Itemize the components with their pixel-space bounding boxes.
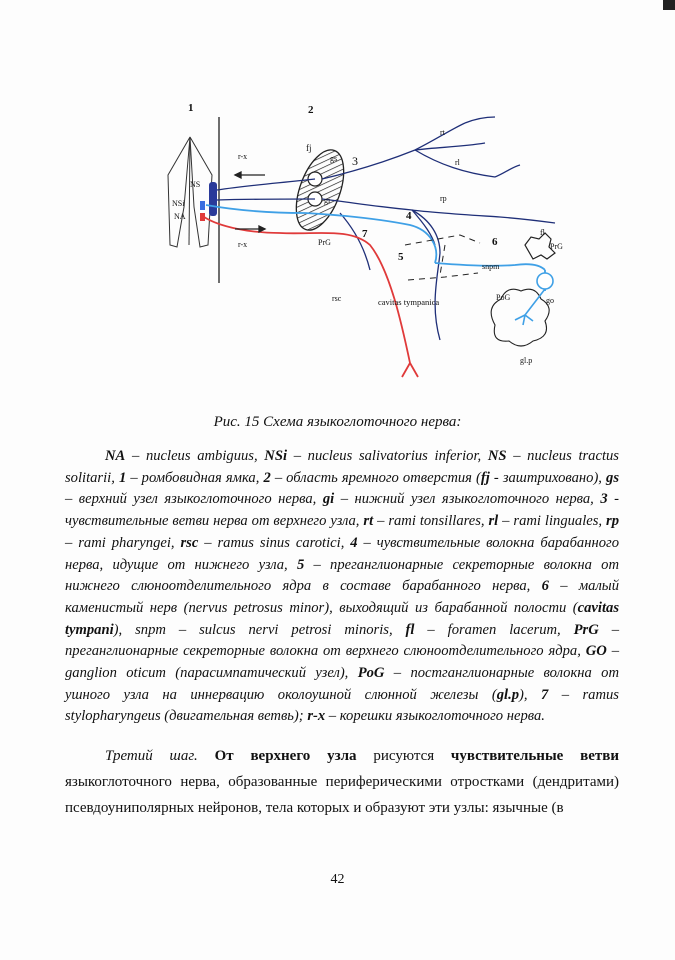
label-fl: fl: [540, 228, 545, 237]
legend-run: rsc: [180, 534, 199, 551]
legend-run: PrG: [573, 621, 599, 638]
legend-run: cavitas tympani: [65, 599, 619, 638]
legend-run: – ромбовидная ямка,: [126, 469, 264, 486]
legend-run: 1: [118, 469, 127, 486]
label-rsc: rsc: [332, 294, 342, 303]
legend-run: – nucleus ambiguus,: [125, 448, 265, 464]
tympanic-cavity-outline: [405, 235, 480, 280]
body-run: рисуются: [356, 748, 451, 764]
label-gi: gi: [324, 196, 331, 205]
label-prg-right: PrG: [550, 242, 563, 251]
rhomboid-fossa: [168, 137, 212, 247]
legend-run: rp: [606, 513, 619, 530]
label-glp: gl.p: [520, 356, 533, 365]
legend-run: r-x: [307, 708, 326, 725]
legend-run: fl: [405, 621, 415, 638]
body-run: языкоглоточного нерва, образованные периферическими отростками (дендритами) псевдоуниполярных нейронов, тела которых и образуют эти узлы: язычные (в: [65, 774, 619, 816]
body-run: [198, 748, 215, 764]
body-paragraph: [65, 743, 619, 821]
label-prg-left: PrG: [318, 238, 331, 247]
label-rx-top: r-x: [238, 152, 248, 161]
legend-run: – nucleus tractus solitarii,: [65, 448, 619, 486]
legend-run: – нижний узел языкоглоточного нерва,: [334, 491, 601, 508]
legend-run: – корешки языкоглоточного нерва.: [325, 708, 545, 725]
legend-run: – чувствительные волокна барабанного нерва, идущие от нижнего узла,: [65, 534, 619, 573]
label-nsi: NSi: [172, 199, 185, 208]
legend-run: GO: [585, 643, 607, 660]
legend-run: ), snpm – sulcus nervi petrosi minoris,: [113, 621, 406, 638]
legend-run: gi: [322, 491, 335, 508]
legend-run: 5: [296, 556, 305, 573]
secretory-fibers: [206, 205, 545, 291]
legend-run: – ganglion oticum (парасимпатический узел),: [65, 643, 619, 682]
legend-run: ),: [519, 686, 541, 703]
legend-run: – ramus sinus carotici,: [198, 534, 351, 551]
legend-run: rl: [488, 513, 499, 530]
label-3: 3: [352, 154, 358, 168]
root-arrows: [235, 172, 265, 232]
label-pog: PoG: [496, 293, 511, 302]
legend-run: – преганглионарные секреторные волокна от верхнего слюноотделительного ядра,: [65, 621, 619, 660]
page-number: 42: [330, 872, 345, 887]
legend-run: 7: [540, 686, 549, 703]
jugular-foramen: [287, 144, 353, 237]
legend-run: – область яремного отверстия (: [270, 469, 481, 486]
legend-run: 6: [541, 578, 549, 595]
legend-run: – преганглионарные секреторные волокна от нижнего слюноотделительного ядра в составе барабанного нерва,: [65, 556, 619, 595]
label-rt: rt: [440, 128, 445, 137]
legend-run: NA: [105, 448, 126, 464]
legend-run: – nucleus salivatorius inferior,: [287, 448, 488, 464]
label-rp: rp: [440, 194, 447, 203]
ganglion-oticum: [537, 273, 553, 289]
body-run: Третий шаг.: [105, 748, 198, 764]
nucleus-ns-mark: [209, 182, 217, 216]
label-na: NA: [174, 212, 186, 221]
legend-run: – верхний узел языкоглоточного нерва,: [65, 491, 323, 508]
glossopharyngeal-nerve-diagram: [140, 95, 580, 385]
legend-run: fj: [480, 469, 490, 486]
postganglionic-fibers: [515, 289, 545, 325]
label-4: 4: [406, 210, 412, 222]
legend-run: – rami pharyngei,: [65, 534, 181, 551]
legend-run: gl.p: [496, 686, 520, 703]
label-gs: gs: [330, 154, 338, 163]
label-6: 6: [492, 236, 498, 248]
body-run: От верхнего узла: [214, 748, 357, 764]
legend-run: gs: [606, 469, 620, 486]
legend-run: – rami tonsillares,: [373, 513, 489, 530]
nucleus-nsi-mark: [200, 201, 205, 210]
legend-run: 2: [263, 469, 271, 486]
legend-run: - заштриховано),: [489, 469, 607, 486]
caption-text: Схема языкоглоточного нерва:: [259, 414, 462, 430]
legend-run: NSi: [264, 448, 288, 464]
label-rx-bottom: r-x: [238, 240, 248, 249]
label-cavitas-tympanica: cavitas tympanica: [378, 297, 440, 307]
label-snpm: snpm: [482, 262, 500, 271]
caption-prefix: Рис. 15: [213, 414, 260, 430]
legend-run: – rami linguales,: [498, 513, 607, 530]
label-7: 7: [362, 228, 368, 240]
legend-run: NS: [487, 448, 507, 464]
label-ns: NS: [190, 180, 201, 189]
scan-corner-mark: [663, 0, 675, 10]
legend-run: 4: [350, 534, 358, 551]
label-5: 5: [398, 251, 404, 263]
legend-run: - чувствительные ветви нерва от верхнего узла,: [65, 491, 619, 530]
legend-run: 3: [600, 491, 608, 508]
label-1: 1: [188, 102, 194, 114]
figure-legend: [65, 446, 619, 728]
label-go: go: [546, 296, 554, 305]
body-run: чувствительные ветви: [450, 748, 619, 764]
legend-run: rt: [363, 513, 374, 530]
legend-run: PoG: [357, 665, 385, 682]
label-fj: fj: [306, 143, 312, 153]
label-rl: rl: [455, 158, 460, 167]
legend-run: – малый каменистый нерв (nervus petrosus minor), выходящий из барабанной полости (: [65, 578, 619, 616]
legend-run: – постганглионарные волокна от ушного узла на иннервацию околоушной слюнной железы (: [65, 665, 619, 703]
figure-caption: [0, 414, 675, 431]
label-2: 2: [308, 104, 314, 116]
legend-run: – foramen lacerum,: [414, 621, 574, 638]
legend-run: – ramus stylopharyngeus (двигательная ветвь);: [65, 686, 619, 725]
